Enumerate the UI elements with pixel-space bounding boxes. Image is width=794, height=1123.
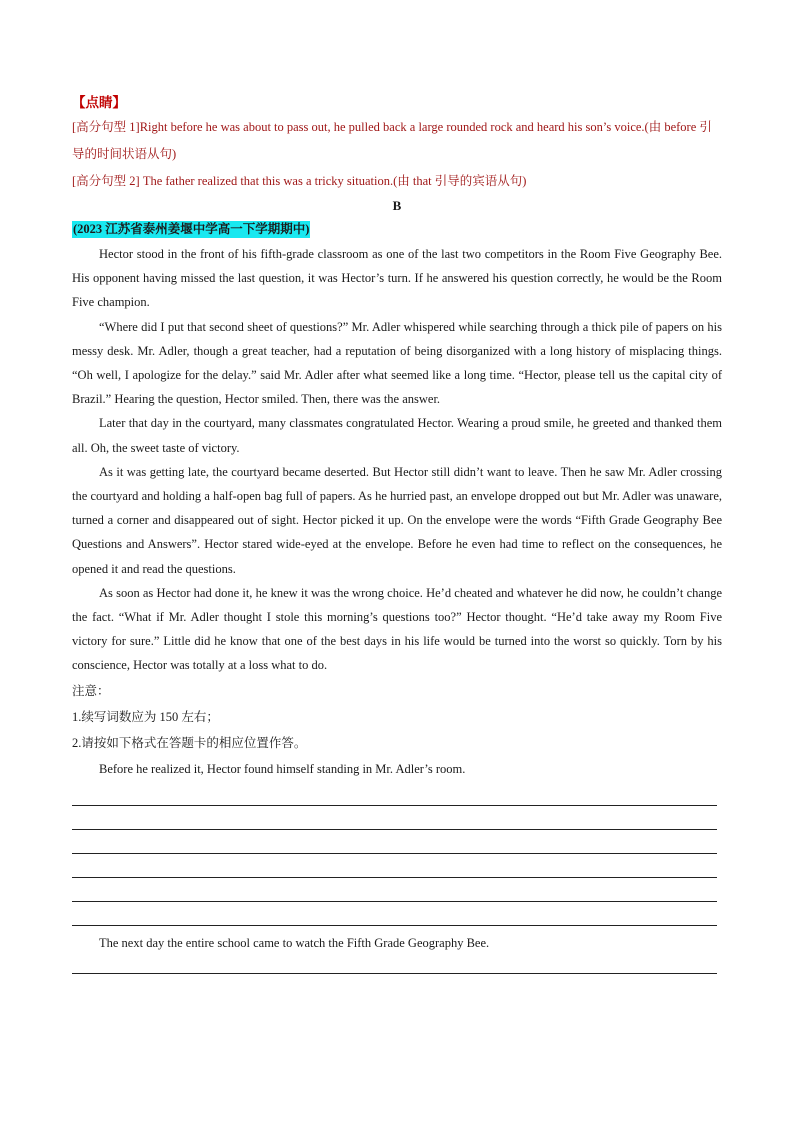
answer-lines-2 [72,950,722,974]
note-1: 1.续写词数应为 150 左右； [72,709,219,724]
answer-line[interactable] [72,806,717,830]
source-label: (2023 江苏省泰州姜堰中学高一下学期期中) [73,222,310,236]
note-2: 2.请按如下格式在答题卡的相应位置作答。 [72,735,307,750]
paragraph-1: Hector stood in the front of his fifth-grade classroom as one of the last two competitors in the Room Five Geography Bee. His opponent having missed the last question, it was Hector’s turn. If he answered his question correctly, he would be the Room Five champion. [72,247,722,310]
sentence-pattern-1: [高分句型 1]Right before he was about to pass out, he pulled back a large rounded rock and heard his son’s voice.(由 before 引导的时间状语从句) [72,120,712,161]
answer-line[interactable] [72,878,717,902]
paragraph-3: Later that day in the courtyard, many classmates congratulated Hector. Wearing a proud smile, he greeted and thanked them all. Oh, the sweet taste of victory. [72,416,722,455]
paragraph-2: “Where did I put that second sheet of questions?” Mr. Adler whispered while searching through a thick pile of papers on his messy desk. Mr. Adler, though a great teacher, had a reputation of being disorganized with a long history of misplacing things. “Oh well, I apologize for the delay.” said Mr. Adler after what seemed like a long time. “Hector, please tell us the capital city of Brazil.” Hearing the question, Hector smiled. Then, there was the answer. [72,319,722,407]
answer-line[interactable] [72,950,717,974]
document-page [72,92,722,974]
notes-heading: 注意： [72,683,110,698]
section-letter: B [392,198,402,213]
tip-heading: 【点睛】 [72,95,126,110]
answer-line[interactable] [72,830,717,854]
sentence-pattern-2: [高分句型 2] The father realized that this was a tricky situation.(由 that 引导的宾语从句) [72,174,527,188]
answer-line[interactable] [72,782,717,806]
answer-lines-1 [72,782,722,926]
answer-line[interactable] [72,854,717,878]
paragraph-5: As soon as Hector had done it, he knew it was the wrong choice. He’d cheated and whatever he did now, he couldn’t change the fact. “What if Mr. Adler thought I stole this morning’s questions too?” Hector thought. “He’d take away my Room Five victory for sure.” Little did he know that one of the best days in his life would be turned into the worst so quickly. Torn by his conscience, Hector was totally at a loss what to do. [72,585,722,673]
paragraph-4: As it was getting late, the courtyard became deserted. But Hector still didn’t want to leave. Then he saw Mr. Adler crossing the courtyard and holding a half-open bag full of papers. As he hurried past, an envelope dropped out but Mr. Adler was unaware, turned a corner and disappeared out of sight. Hector picked it up. On the envelope were the words “Fifth Grade Geography Bee Questions and Answers”. Hector stared wide-eyed at the envelope. Before he even had time to reflect on the consequences, he opened it and read the questions. [72,464,722,576]
continuation-prompt-2: The next day the entire school came to watch the Fifth Grade Geography Bee. [99,935,490,950]
continuation-prompt-1: Before he realized it, Hector found himself standing in Mr. Adler’s room. [99,761,466,776]
answer-line[interactable] [72,902,717,926]
